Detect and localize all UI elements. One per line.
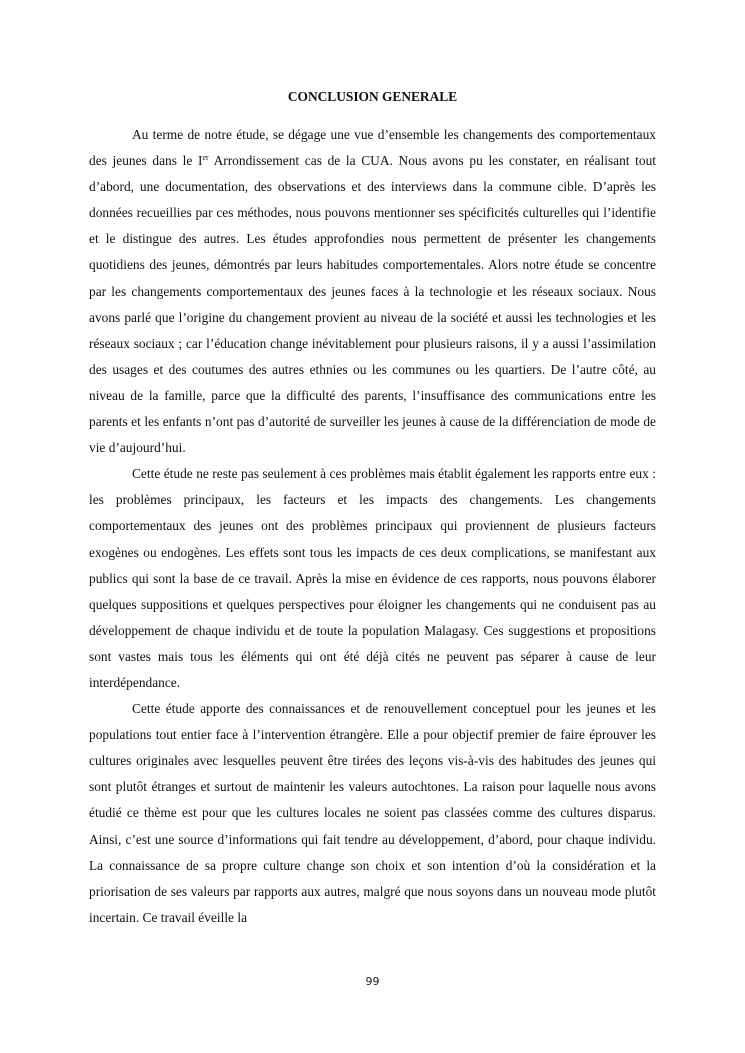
paragraph-1	[89, 122, 656, 461]
paragraph-3: Cette étude apporte des connaissances et de renouvellement conceptuel pour les jeunes et les populations tout entier face à l’intervention étrangère. Elle a pour objectif premier de faire éprouver les cultures originales avec lesquelles peuvent être tirées des leçons vis-à-vis des habitudes des jeunes qui sont plutôt étranges et surtout de maintenir les valeurs autochtones. La raison pour laquelle nous avons étudié ce thème est pour que les cultures locales ne soient pas classées comme des cultures disparus. Ainsi, c’est une source d’informations qui fait tendre au développement, d’abord, pour chaque individu. La connaissance de sa propre culture change son choix et son intention d’où la considération et la priorisation de ses valeurs par rapports aux autres, malgré que nous soyons dans un nouveau mode plutôt incertain. Ce travail éveille la	[89, 701, 656, 925]
page-number: 99	[365, 975, 380, 988]
document-body	[89, 122, 656, 931]
paragraph-2: Cette étude ne reste pas seulement à ces problèmes mais établit également les rapports entre eux : les problèmes principaux, les facteurs et les impacts des changements. Les changements comportementaux des jeunes ont des problèmes principaux qui proviennent de plusieurs facteurs exogènes ou endogènes. Les effets sont tous les impacts de ces deux complications, se manifestant aux publics qui sont la base de ce travail. Après la mise en évidence de ces rapports, nous pouvons élaborer quelques suppositions et quelques perspectives pour éloigner les changements qui ne conduisent pas au développement de chaque individu et de toute la population Malagasy. Ces suggestions et propositions sont vastes mais tous les éléments qui ont été déjà cités ne peuvent pas séparer à cause de leur interdépendance.	[89, 466, 656, 690]
paragraph-1-text-end: Arrondissement cas de la CUA. Nous avons pu les constater, en réalisant tout d’abord, une documentation, des observations et des interviews dans la commune cible. D’après les données recueillies par ces méthodes, nous pouvons mentionner ses spécificités culturelles qui l’identifie et le distingue des autres. Les études approfondies nous permettent de présenter les changements quotidiens des jeunes, démontrés par leurs habitudes comportementales. Alors notre étude se concentre par les changements comportementaux des jeunes faces à la technologie et les réseaux sociaux. Nous avons parlé que l’origine du changement provient au niveau de la société et aussi les technologies et les réseaux sociaux ; car l’éducation change inévitablement pour plusieurs raisons, il y a aussi l’assimilation des usages et des coutumes des autres ethnies ou les communes ou les quartiers. De l’autre côté, au niveau de la famille, parce que la difficulté des parents, l’insuffisance des communications entre les parents et les enfants n’ont pas d’autorité de surveiller les jeunes à cause de la différenciation de mode de vie d’aujourd’hui.	[89, 153, 656, 456]
ordinal-superscript: er	[202, 153, 209, 163]
page-title: CONCLUSION GENERALE	[287, 89, 458, 104]
paragraph-1-text-start: Au terme de notre étude, se dégage une vue d’ensemble les changements des comportementaux des jeunes dans le I	[89, 127, 656, 169]
